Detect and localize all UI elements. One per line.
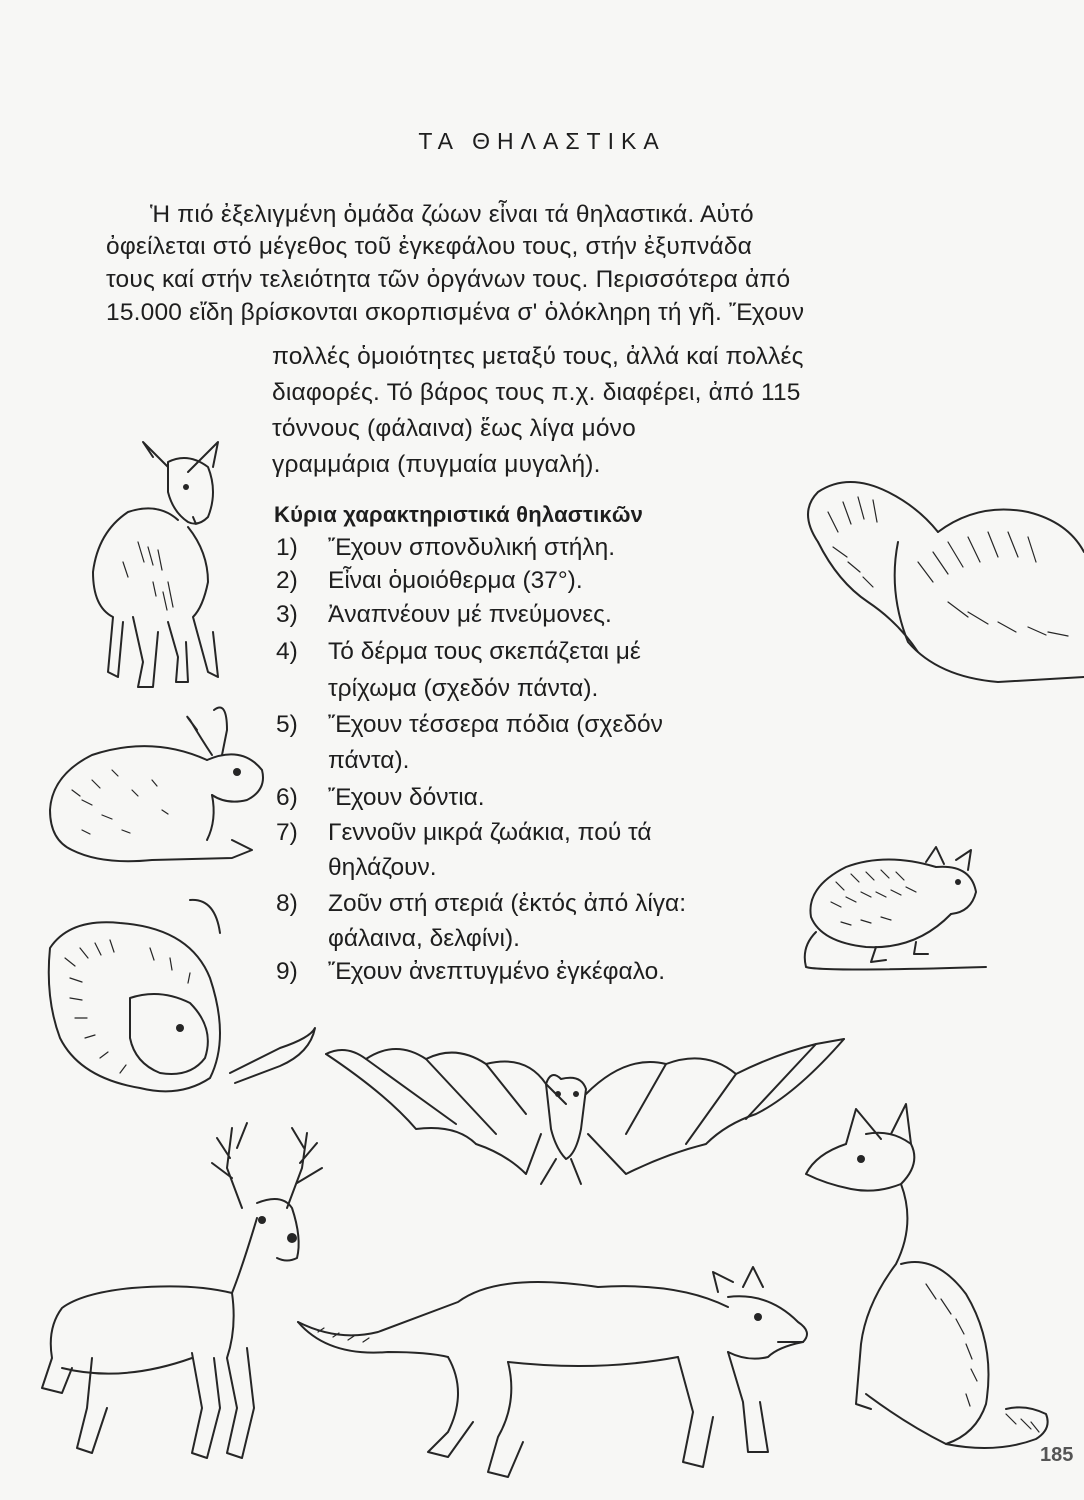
page-title: ΤΑ ΘΗΛΑΣΤΙΚΑ [418,128,666,154]
rabbit-illustration [42,700,274,872]
list-item-text: Ἔχουν ἀνεπτυγμένο ἐγκέφαλο. [328,958,666,985]
intro-line: ὀφείλεται στό μέγεθος τοῦ ἐγκεφάλου τους, στήν ἐξυπνάδα [106,233,753,260]
list-item-number: 4) [276,638,298,665]
list-item-number: 9) [276,958,298,985]
squirrel-illustration [798,452,1084,690]
intro-line: γραμμάρια (πυγμαία μυγαλή). [272,451,601,478]
list-item-number: 1) [276,534,298,561]
list-item-number: 3) [276,601,298,628]
list-item-text: πάντα). [328,747,410,774]
bat-illustration [326,1034,846,1198]
intro-line: διαφορές. Τό βάρος τους π.χ. διαφέρει, ἀπό 115 [272,379,801,406]
list-item-text: Τό δέρμα τους σκεπάζεται μέ [328,638,641,665]
intro-line: τους καί στήν τελειότητα τῶν ὀργάνων τους. Περισσότερα ἀπό [106,266,791,293]
list-item-number: 2) [276,567,298,594]
list-item-text: Ἀναπνέουν μέ πνεύμονες. [328,601,612,628]
list-item-number: 5) [276,711,298,738]
hedgehog-illustration [40,888,320,1106]
list-item-number: 8) [276,890,298,917]
list-item-text: Ἔχουν σπονδυλική στήλη. [328,534,616,561]
page-number: 185 [1040,1444,1074,1466]
lamb-illustration [68,432,248,694]
characteristics-heading: Κύρια χαρακτηριστικά θηλαστικῶν [274,502,644,527]
fox-illustration [298,1262,818,1480]
mouse-illustration [796,842,992,980]
list-item-text: Ἔχουν δόντια. [328,784,485,811]
list-item-text: Γεννοῦν μικρά ζωάκια, πού τά [328,819,652,846]
intro-line: Ἡ πιό ἐξελιγμένη ὁμάδα ζώων εἶναι τά θηλαστικά. Αὐτό [150,201,754,228]
intro-line: τόννους (φάλαινα) ἕως λίγα μόνο [272,415,636,442]
list-item-number: 6) [276,784,298,811]
sitting-fox-illustration [806,1104,1052,1464]
list-item-text: τρίχωμα (σχεδόν πάντα). [328,675,599,702]
list-item-text: Εἶναι ὁμοιόθερμα (37°). [328,567,583,594]
list-item-text: Ζοῦν στή στεριά (ἐκτός ἀπό λίγα: [328,890,687,917]
intro-line: πολλές ὁμοιότητες μεταξύ τους, ἀλλά καί πολλές [272,343,804,370]
list-item-text: θηλάζουν. [328,854,437,881]
intro-line: 15.000 εἴδη βρίσκονται σκορπισμένα σ' ὁλόκληρη τή γῆ. Ἔχουν [106,299,805,326]
list-item-number: 7) [276,819,298,846]
list-item-text: φάλαινα, δελφίνι). [328,925,520,952]
list-item-text: Ἔχουν τέσσερα πόδια (σχεδόν [328,711,663,738]
